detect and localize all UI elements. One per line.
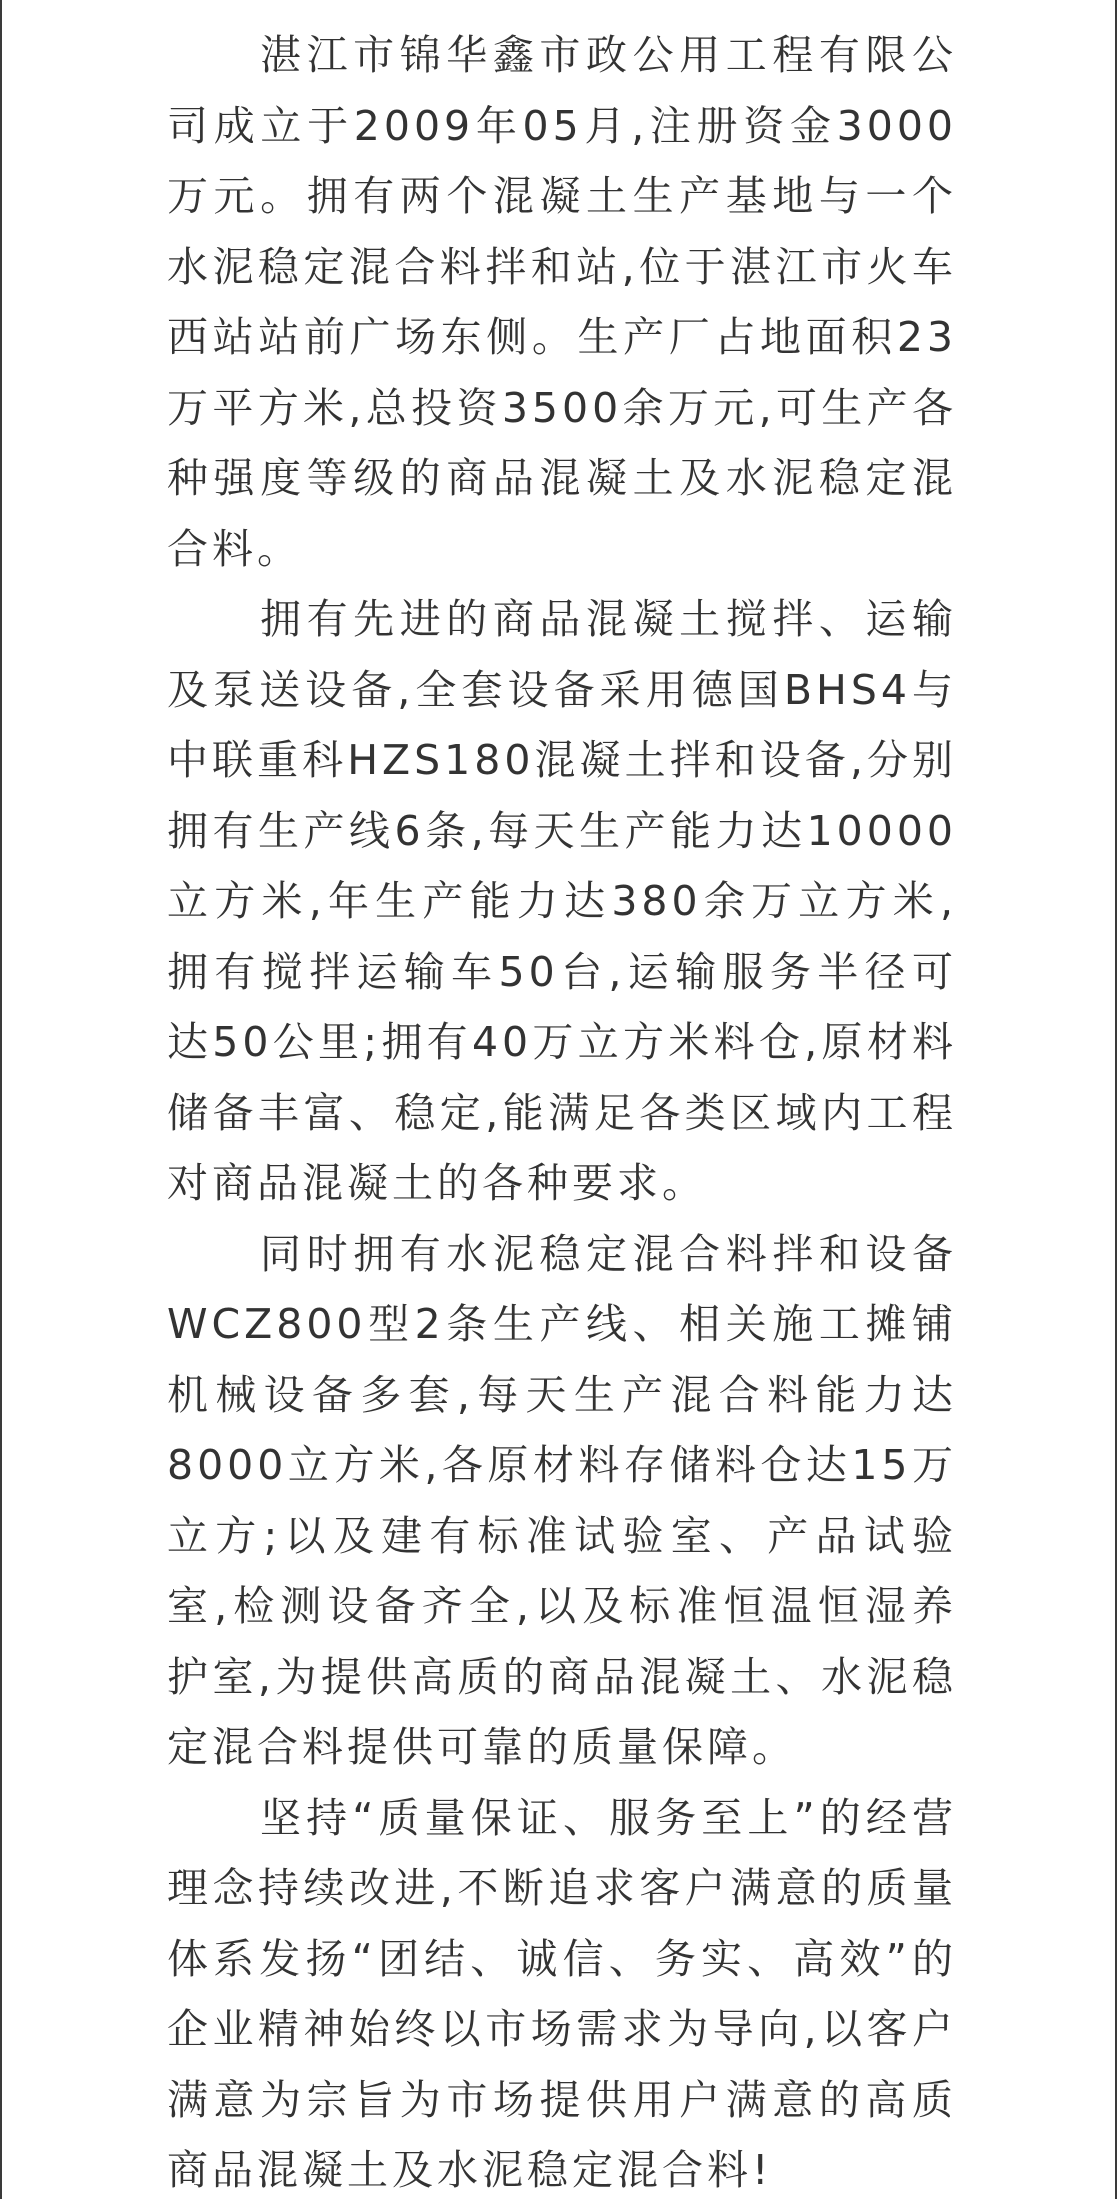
paragraph-philosophy: 坚持“质量保证、服务至上”的经营理念持续改进,不断追求客户满意的质量体系发扬“团结、诚信、务实、高效”的企业精神始终以市场需求为导向,以客户满意为宗旨为市场提供用户满意的高质商品混凝土及水泥稳定混合料!	[167, 1793, 957, 2194]
company-intro-article	[167, 20, 957, 2206]
paragraph-company-overview: 湛江市锦华鑫市政公用工程有限公司成立于2009年05月,注册资金3000万元。拥有两个混凝土生产基地与一个水泥稳定混合料拌和站,位于湛江市火车西站站前广场东侧。生产厂占地面积23万平方米,总投资3500余万元,可生产各种强度等级的商品混凝土及水泥稳定混合料。	[167, 31, 957, 573]
paragraph-equipment: 拥有先进的商品混凝土搅拌、运输及泵送设备,全套设备采用德国BHS4与中联重科HZS180混凝土拌和设备,分别拥有生产线6条,每天生产能力达10000立方米,年生产能力达380余万立方米,拥有搅拌运输车50台,运输服务半径可达50公里;拥有40万立方米料仓,原材料储备丰富、稳定,能满足各类区域内工程对商品混凝土的各种要求。	[167, 595, 957, 1207]
paragraph-stabilized-mix: 同时拥有水泥稳定混合料拌和设备WCZ800型2条生产线、相关施工摊铺机械设备多套,每天生产混合料能力达8000立方米,各原材料存储料仓达15万立方;以及建有标准试验室、产品试验室,检测设备齐全,以及标准恒温恒湿养护室,为提供高质的商品混凝土、水泥稳定混合料提供可靠的质量保障。	[167, 1229, 957, 1771]
